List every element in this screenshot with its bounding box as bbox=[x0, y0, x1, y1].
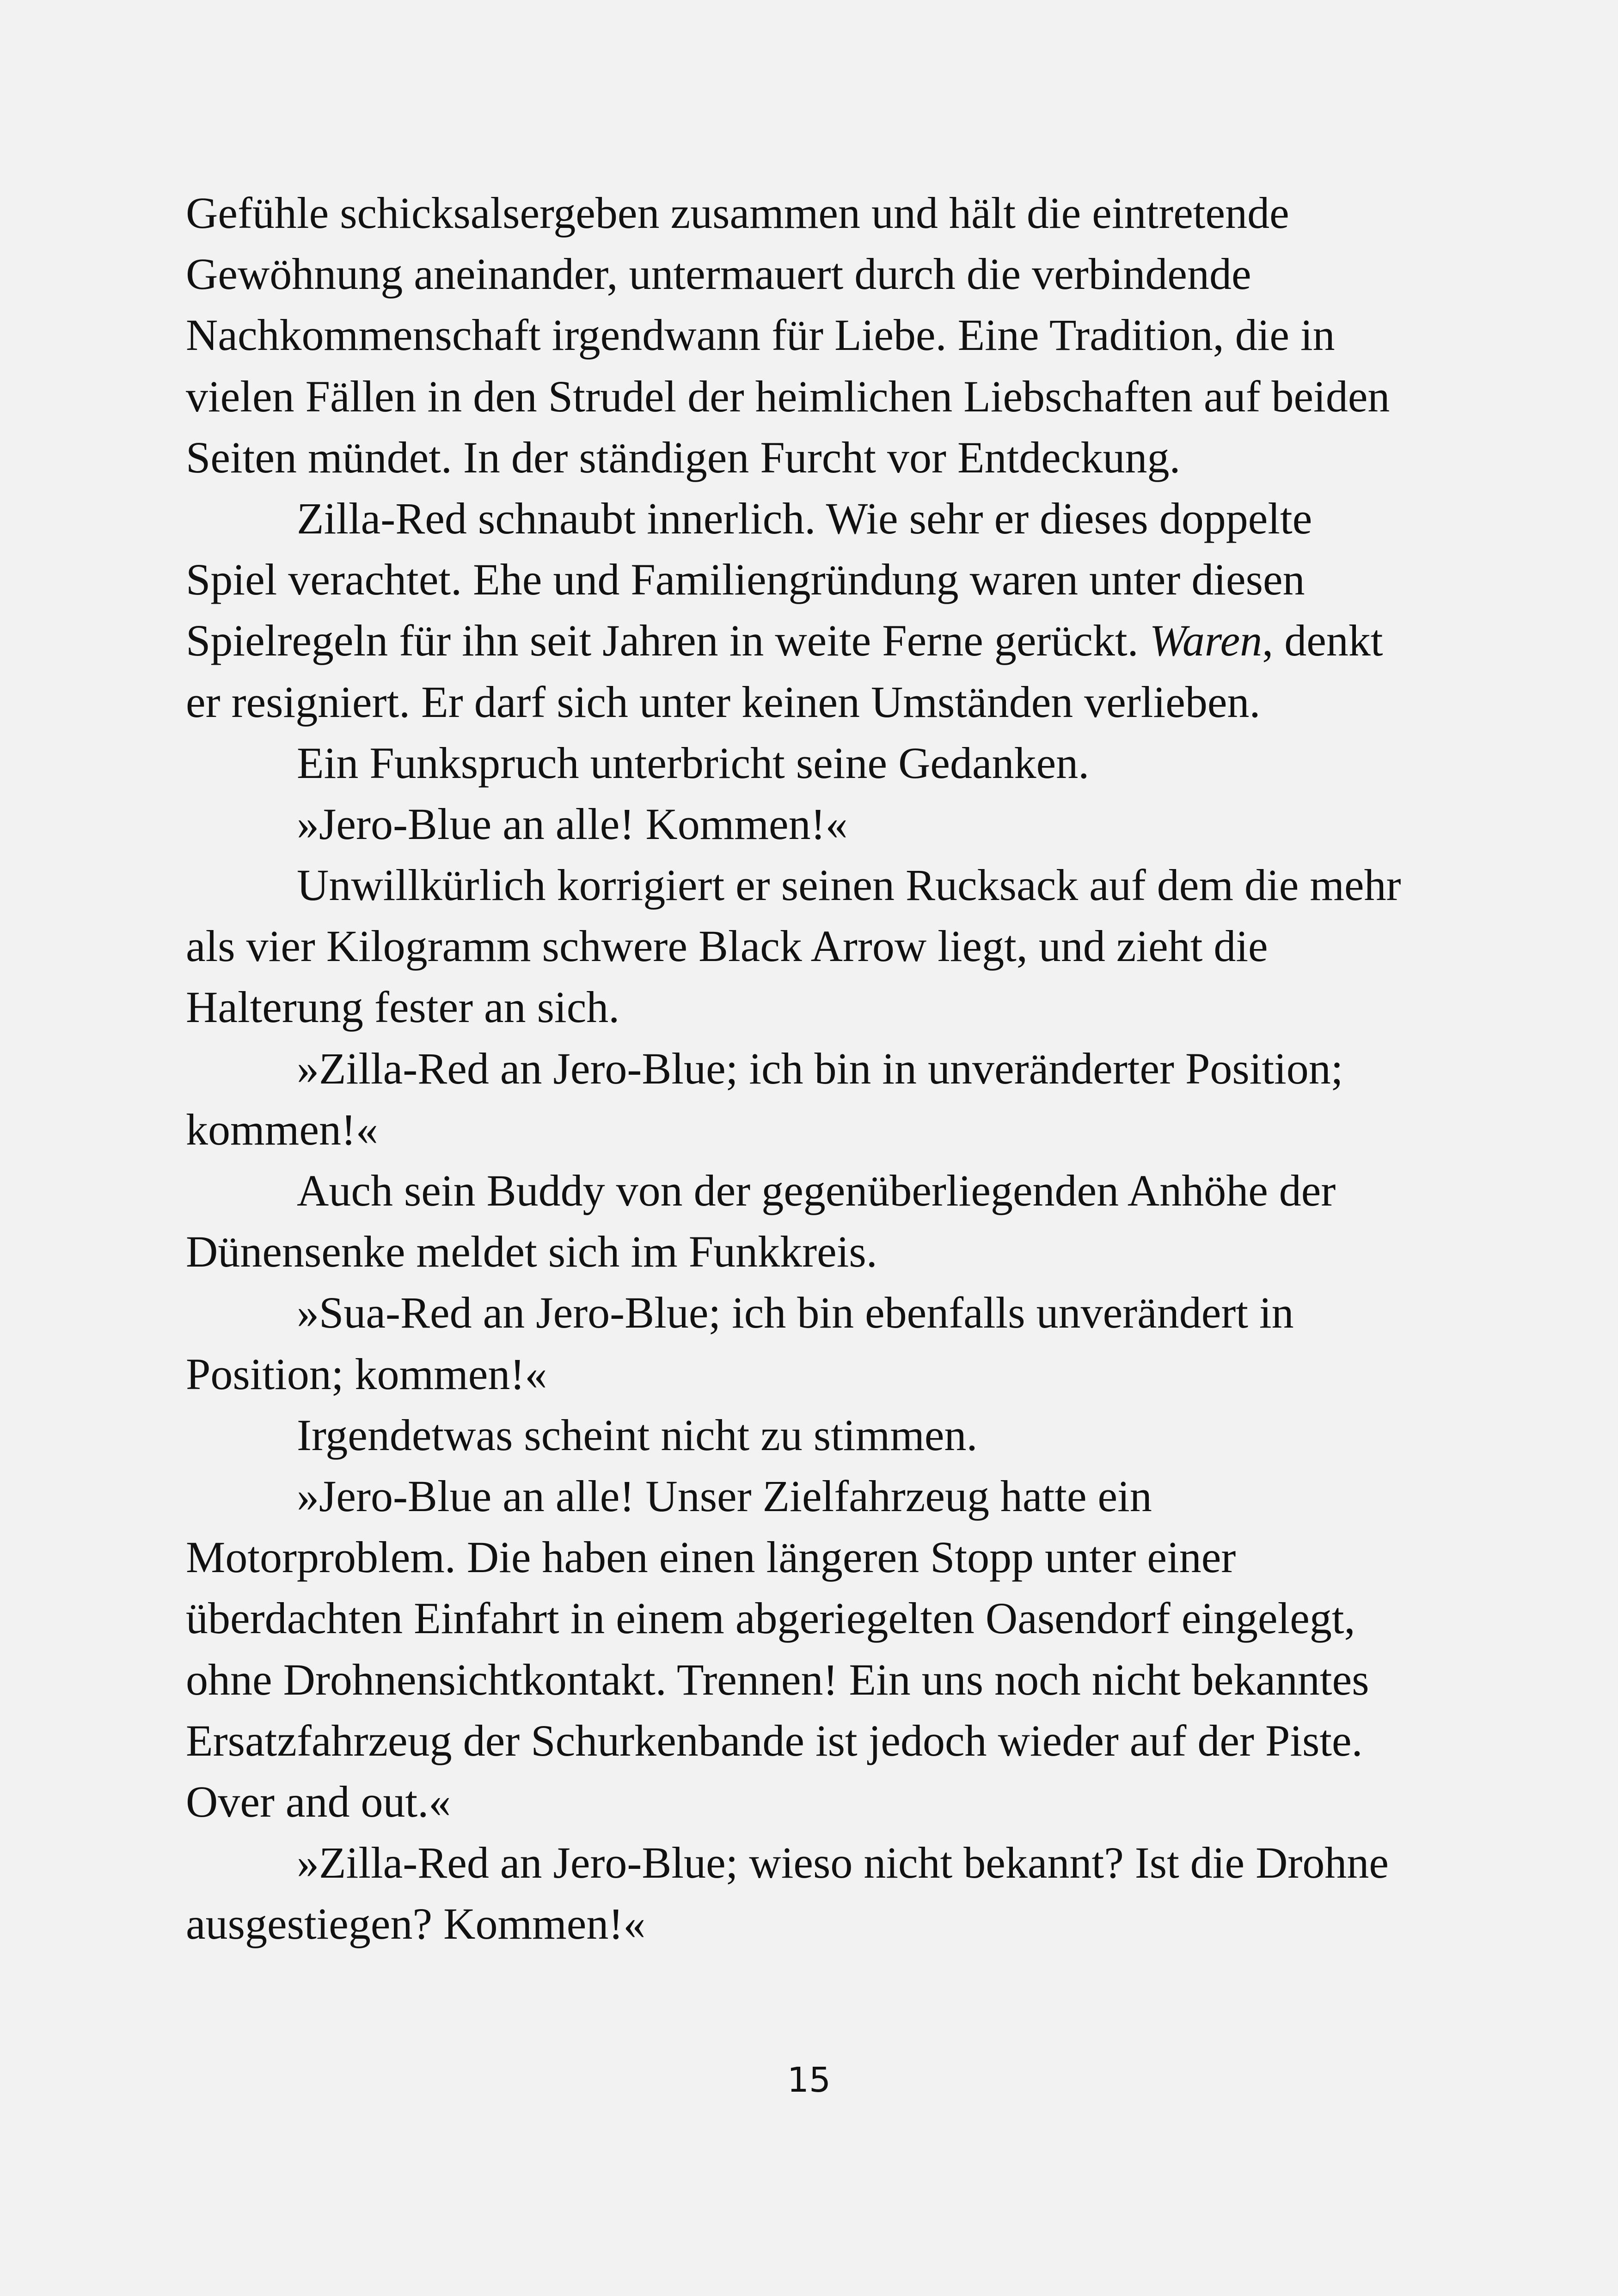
text-line: ausgestiegen? Kommen!« bbox=[186, 1899, 646, 1949]
text-line: Seiten mündet. In der ständigen Furcht vor Entdeckung. bbox=[186, 432, 1181, 482]
text-line-paragraph-start: »Zilla-Red an Jero-Blue; wieso nicht bekannt? Ist die Drohne bbox=[297, 1838, 1389, 1888]
text-line: kommen!« bbox=[186, 1104, 378, 1154]
text-line: Dünensenke meldet sich im Funkkreis. bbox=[186, 1227, 877, 1277]
text-line: Halterung fester an sich. bbox=[186, 982, 620, 1032]
text-line: Over and out.« bbox=[186, 1776, 451, 1826]
text-line-paragraph-start: Zilla-Red schnaubt innerlich. Wie sehr er dieses doppelte bbox=[297, 493, 1312, 543]
text-line-paragraph-start: »Sua-Red an Jero-Blue; ich bin ebenfalls unverändert in bbox=[297, 1288, 1294, 1338]
text-line: überdachten Einfahrt in einem abgeriegelten Oasendorf eingelegt, bbox=[186, 1593, 1355, 1643]
body-text bbox=[186, 183, 1462, 1954]
text-line: Gefühle schicksalsergeben zusammen und hält die eintretende bbox=[186, 188, 1289, 238]
text-line: Nachkommenschaft irgendwann für Liebe. Eine Tradition, die in bbox=[186, 310, 1335, 360]
text-line: er resigniert. Er darf sich unter keinen Umständen verlieben. bbox=[186, 677, 1261, 727]
text-line: als vier Kilogramm schwere Black Arrow liegt, und zieht die bbox=[186, 921, 1268, 971]
text-segment: Spielregeln für ihn seit Jahren in weite Ferne gerückt. bbox=[186, 616, 1150, 666]
text-line-paragraph-start: »Zilla-Red an Jero-Blue; ich bin in unveränderter Position; bbox=[297, 1043, 1343, 1093]
text-line-paragraph-start: »Jero-Blue an alle! Unser Zielfahrzeug hatte ein bbox=[297, 1471, 1152, 1521]
text-line-paragraph-start: Unwillkürlich korrigiert er seinen Rucksack auf dem die mehr bbox=[297, 860, 1401, 910]
text-line: Position; kommen!« bbox=[186, 1349, 547, 1399]
text-line: Ersatzfahrzeug der Schurkenbande ist jedoch wieder auf der Piste. bbox=[186, 1715, 1363, 1765]
text-line-paragraph-start: Auch sein Buddy von der gegenüberliegenden Anhöhe der bbox=[297, 1166, 1336, 1215]
text-line: Gewöhnung aneinander, untermauert durch die verbindende bbox=[186, 249, 1251, 299]
text-line bbox=[186, 610, 1462, 671]
page-number: 15 bbox=[787, 2060, 831, 2100]
text-segment: , denkt bbox=[1262, 616, 1383, 666]
text-line-paragraph-start: »Jero-Blue an alle! Kommen!« bbox=[297, 799, 848, 849]
text-line: Motorproblem. Die haben einen längeren Stopp unter einer bbox=[186, 1532, 1236, 1582]
text-line-paragraph-start: Ein Funkspruch unterbricht seine Gedanken. bbox=[297, 738, 1090, 788]
text-line: vielen Fällen in den Strudel der heimlichen Liebschaften auf beiden bbox=[186, 371, 1390, 421]
text-line: Spiel verachtet. Ehe und Familiengründung waren unter diesen bbox=[186, 555, 1305, 605]
italic-word: Waren bbox=[1149, 616, 1263, 666]
text-line-paragraph-start: Irgendetwas scheint nicht zu stimmen. bbox=[297, 1410, 978, 1460]
text-line: ohne Drohnensichtkontakt. Trennen! Ein uns noch nicht bekanntes bbox=[186, 1654, 1369, 1704]
